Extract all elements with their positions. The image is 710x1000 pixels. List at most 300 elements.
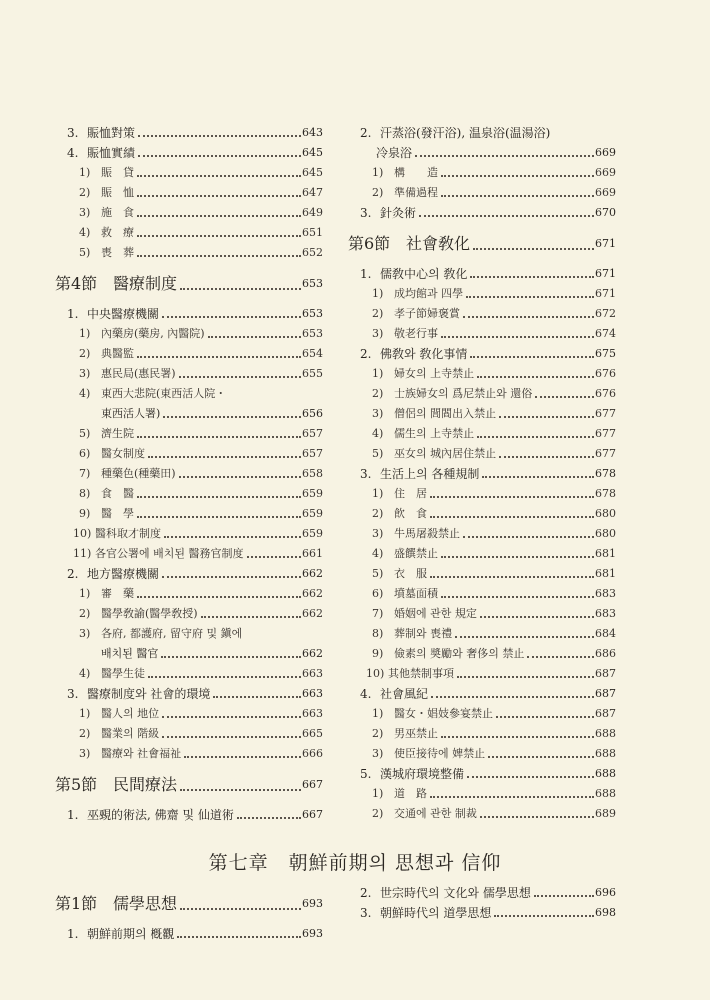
toc-entry[interactable] [55,741,323,761]
dot-leader [463,316,594,318]
dot-leader [137,255,301,257]
page-number: 659 [302,527,323,540]
dot-leader [148,676,301,678]
entry-title: 救 療 [101,226,134,239]
toc-entry[interactable] [55,180,323,200]
toc-entry[interactable] [55,160,323,180]
page-number: 671 [595,237,616,250]
toc-entry[interactable] [348,461,616,481]
toc-entry[interactable] [348,641,616,661]
page-number: 659 [302,487,323,500]
dot-leader [477,376,594,378]
dot-leader [208,336,301,338]
entry-title: 婦女의 上寺禁止 [394,367,475,380]
page-number: 680 [595,507,616,520]
entry-title: 使臣接待에 婢禁止 [394,747,486,760]
page-number: 656 [302,407,323,420]
entry-number: 2) [372,727,384,740]
entry-title: 醫療制度 [113,274,178,293]
toc-entry[interactable] [348,180,616,200]
entry-number: 11) [73,547,92,560]
toc-entry-continuation [55,641,323,661]
entry-number: 9) [79,507,91,520]
toc-entry[interactable] [348,361,616,381]
page-number: 653 [302,307,323,320]
toc-entry[interactable] [55,381,323,401]
dot-leader [180,288,301,290]
dot-leader [162,576,301,578]
toc-bottom-right [348,880,616,920]
page-number: 663 [302,707,323,720]
dot-leader [430,496,594,498]
dot-leader [137,215,301,217]
page-number: 683 [595,607,616,620]
entry-title: 僧侶의 閭閻出入禁止 [394,407,497,420]
dot-leader [162,716,301,718]
dot-leader [184,756,301,758]
entry-number: 2) [372,186,384,199]
page-number: 687 [595,687,616,700]
entry-number: 2. [360,347,372,361]
toc-entry[interactable] [348,441,616,461]
page-number: 680 [595,527,616,540]
entry-number: 3) [372,327,384,340]
dot-leader [480,816,594,818]
toc-entry[interactable] [348,681,616,701]
entry-number: 4. [360,687,372,701]
toc-entry[interactable] [55,802,323,822]
page-number: 669 [595,186,616,199]
entry-title: 葬制와 喪禮 [394,627,453,640]
toc-entry[interactable] [55,601,323,621]
toc-entry-continuation [55,401,323,421]
entry-number: 5) [79,246,91,259]
entry-title: 巫女의 城內居住禁止 [394,447,497,460]
dot-leader [137,596,301,598]
toc-entry[interactable] [348,261,616,281]
dot-leader [463,536,594,538]
page-number: 681 [595,547,616,560]
dot-leader [138,155,301,157]
entry-number: 3. [360,906,372,920]
toc-entry[interactable] [55,140,323,160]
entry-number: 4) [372,427,384,440]
toc-entry[interactable] [348,880,616,900]
entry-number: 2) [79,727,91,740]
page-number: 652 [302,246,323,259]
entry-number: 1. [67,927,79,941]
toc-entry[interactable] [348,541,616,561]
dot-leader [441,195,594,197]
entry-title: 墳墓面積 [394,587,438,600]
entry-number: 3) [79,747,91,760]
entry-title: 醫學生徒 [101,667,145,680]
toc-entry[interactable] [348,481,616,501]
entry-number: 3) [372,747,384,760]
entry-number: 4. [67,146,79,160]
entry-title: 醫療와 社會福祉 [101,747,182,760]
toc-entry[interactable] [348,122,616,140]
dot-leader [419,215,594,217]
dot-leader [430,576,594,578]
dot-leader [162,316,301,318]
entry-title: 儒學思想 [113,894,178,913]
entry-number: 2) [372,387,384,400]
toc-entry[interactable] [55,441,323,461]
dot-leader [179,476,301,478]
toc-entry[interactable] [55,421,323,441]
toc-entry[interactable] [55,621,323,641]
toc-entry[interactable] [55,501,323,521]
entry-title: 生活上의 各種規制 [380,467,480,481]
entry-title: 各府, 都護府, 留守府 및 鎭에 [101,627,243,640]
dot-leader [494,915,594,917]
toc-entry[interactable] [55,721,323,741]
entry-number: 1) [372,707,384,720]
entry-title-continued: 東西活人署) [101,407,161,420]
entry-number: 第5節 [55,775,98,794]
dot-leader [180,908,301,910]
entry-title: 佛敎와 敎化事情 [380,347,468,361]
toc-entry[interactable] [348,401,616,421]
page-number: 671 [595,267,616,280]
entry-title: 食 醫 [101,487,134,500]
entry-title: 喪 葬 [101,246,134,259]
dot-leader [455,636,594,638]
toc-left-column [55,122,323,822]
page-number: 667 [302,778,323,791]
entry-number: 6) [372,587,384,600]
page-number: 662 [302,607,323,620]
entry-title: 賑恤對策 [87,126,136,140]
entry-title: 衣 服 [394,567,427,580]
dot-leader [177,936,301,938]
toc-entry[interactable] [55,321,323,341]
entry-title: 施 食 [101,206,134,219]
page-number: 662 [302,647,323,660]
toc-entry[interactable] [55,661,323,681]
entry-title-continued: 冷泉浴 [376,146,413,160]
page-number: 696 [595,886,616,899]
entry-title: 內藥房(藥房, 內醫院) [101,327,205,340]
dot-leader [457,676,594,678]
toc-entry[interactable] [348,321,616,341]
entry-number: 1) [79,707,91,720]
page-number: 687 [595,667,616,680]
entry-title: 盛饌禁止 [394,547,438,560]
entry-number: 2) [372,807,384,820]
dot-leader [467,776,594,778]
page-number: 688 [595,727,616,740]
entry-title: 敬老行事 [394,327,438,340]
entry-number: 1) [372,166,384,179]
toc-entry[interactable] [55,921,323,941]
entry-number: 3) [372,407,384,420]
toc-entry[interactable] [55,541,323,561]
page-number: 671 [595,287,616,300]
entry-number: 3. [360,206,372,220]
page-number: 683 [595,587,616,600]
toc-entry[interactable] [55,681,323,701]
dot-leader [247,556,302,558]
page-number: 676 [595,367,616,380]
entry-title: 賑恤實績 [87,146,136,160]
toc-entry[interactable] [348,621,616,641]
entry-title: 漢城府環境整備 [380,767,465,781]
page-number: 669 [595,146,616,159]
toc-entry[interactable] [348,900,616,920]
page-number: 659 [302,507,323,520]
entry-number: 1) [372,367,384,380]
toc-entry[interactable] [55,220,323,240]
entry-number: 第1節 [55,894,98,913]
entry-number: 4) [79,226,91,239]
toc-entry[interactable] [55,461,323,481]
entry-title: 賑 貸 [101,166,134,179]
entry-number: 8) [79,487,91,500]
entry-title: 飮 食 [394,507,427,520]
entry-title: 成均館과 四學 [394,287,464,300]
entry-title: 社會風紀 [380,687,429,701]
page-number: 645 [302,146,323,159]
dot-leader [535,396,594,398]
toc-entry[interactable] [55,341,323,361]
entry-number: 1. [67,808,79,822]
entry-number: 4) [79,667,91,680]
page-number: 674 [595,327,616,340]
entry-number: 4) [372,547,384,560]
entry-title: 典醫監 [101,347,134,360]
entry-number: 5) [79,427,91,440]
entry-number: 9) [372,647,384,660]
entry-title: 其他禁制事項 [388,667,454,680]
entry-title: 民間療法 [113,775,178,794]
dot-leader [164,536,301,538]
entry-number: 1. [67,307,79,321]
toc-entry[interactable] [55,240,323,260]
entry-number: 1) [372,487,384,500]
page-number: 676 [595,387,616,400]
entry-number: 7) [79,467,91,480]
toc-entry[interactable] [348,561,616,581]
page-number: 672 [595,307,616,320]
page-number: 647 [302,186,323,199]
entry-number: 3) [372,527,384,540]
entry-number: 2. [360,126,372,140]
entry-number: 3) [79,367,91,380]
dot-leader [415,155,594,157]
toc-right-column [348,122,616,821]
toc-entry[interactable] [348,381,616,401]
page-number: 662 [302,587,323,600]
section-heading[interactable] [348,220,616,253]
page-number: 688 [595,747,616,760]
entry-number: 1) [372,287,384,300]
dot-leader [441,736,594,738]
toc-entry[interactable] [55,561,323,581]
page-number: 693 [302,897,323,910]
entry-number: 5) [372,447,384,460]
entry-number: 2) [79,186,91,199]
dot-leader [179,376,301,378]
toc-entry[interactable] [348,581,616,601]
page-number: 678 [595,487,616,500]
dot-leader [431,696,594,698]
page-number: 677 [595,407,616,420]
page-number: 666 [302,747,323,760]
toc-entry[interactable] [348,801,616,821]
entry-title: 道 路 [394,787,427,800]
page-number: 698 [595,906,616,919]
toc-entry[interactable] [55,521,323,541]
entry-title: 婚姻에 관한 規定 [394,607,477,620]
page-number: 669 [595,166,616,179]
page-number: 657 [302,447,323,460]
toc-entry[interactable] [348,721,616,741]
entry-title: 士族婦女의 爲尼禁止와 還俗 [394,387,533,400]
toc-entry[interactable] [348,761,616,781]
page-number: 677 [595,427,616,440]
entry-title: 醫業의 階級 [101,727,160,740]
page-number: 663 [302,667,323,680]
page-number: 667 [302,808,323,821]
entry-title: 巫覡的術法, 佛齋 및 仙道術 [87,808,234,822]
toc-entry[interactable] [55,481,323,501]
page-number: 655 [302,367,323,380]
toc-entry[interactable] [348,741,616,761]
toc-entry[interactable] [348,301,616,321]
entry-title: 孝子節婦褒賞 [394,307,460,320]
chapter-heading: 第七章 朝鮮前期의 思想과 信仰 [208,852,502,874]
entry-title: 住 居 [394,487,427,500]
section-heading[interactable] [55,880,323,913]
entry-title: 醫療制度와 社會的環境 [87,687,211,701]
dot-leader [496,716,594,718]
entry-number: 2. [67,567,79,581]
page-number: 643 [302,126,323,139]
dot-leader [488,756,594,758]
entry-title: 審 藥 [101,587,134,600]
dot-leader [499,416,594,418]
page-number: 653 [302,327,323,340]
page-number: 684 [595,627,616,640]
toc-entry[interactable] [348,341,616,361]
entry-number: 6) [79,447,91,460]
page-number: 665 [302,727,323,740]
dot-leader [480,616,594,618]
dot-leader [137,436,301,438]
dot-leader [441,556,594,558]
entry-title: 各官公署에 배치된 醫務官制度 [95,547,244,560]
entry-title: 醫學敎諭(醫學敎授) [101,607,198,620]
entry-number: 第6節 [348,234,391,253]
dot-leader [499,456,594,458]
toc-entry[interactable] [55,122,323,140]
page-number: 649 [302,206,323,219]
entry-number: 3) [79,627,91,640]
page-number: 687 [595,707,616,720]
entry-title: 準備過程 [394,186,438,199]
entry-title: 牛馬屠殺禁止 [394,527,460,540]
entry-title-continued: 배치된 醫官 [101,647,159,660]
toc-entry[interactable] [348,661,616,681]
entry-number: 10) [73,527,92,540]
page-number: 678 [595,467,616,480]
toc-entry[interactable] [348,781,616,801]
entry-number: 7) [372,607,384,620]
toc-entry[interactable] [55,200,323,220]
section-heading[interactable] [55,260,323,293]
toc-entry[interactable] [348,521,616,541]
dot-leader [162,736,301,738]
entry-number: 3) [79,206,91,219]
dot-leader [482,476,594,478]
section-heading[interactable] [55,761,323,794]
dot-leader [148,456,301,458]
entry-number: 5) [372,567,384,580]
entry-number: 4) [79,387,91,400]
toc-entry[interactable] [55,581,323,601]
entry-title: 交通에 관한 制裁 [394,807,477,820]
page-number: 670 [595,206,616,219]
dot-leader [213,696,301,698]
page-number: 693 [302,927,323,940]
toc-entry[interactable] [348,501,616,521]
page-number: 689 [595,807,616,820]
dot-leader [527,656,594,658]
toc-entry[interactable] [348,200,616,220]
page-number: 675 [595,347,616,360]
entry-number: 1) [79,166,91,179]
dot-leader [441,596,594,598]
entry-title: 朝鮮時代의 道學思想 [380,906,492,920]
entry-title: 儒敎中心의 敎化 [380,267,468,281]
entry-title: 構 造 [394,166,438,179]
dot-leader [138,135,301,137]
dot-leader [137,516,301,518]
dot-leader [430,796,594,798]
page-number: 657 [302,427,323,440]
dot-leader [137,235,301,237]
toc-entry[interactable] [348,281,616,301]
entry-title: 濟生院 [101,427,134,440]
entry-number: 第4節 [55,274,98,293]
dot-leader [473,248,594,250]
page-number: 661 [302,547,323,560]
page-number: 681 [595,567,616,580]
entry-title: 儒生의 上寺禁止 [394,427,475,440]
entry-number: 2) [372,507,384,520]
page-number: 662 [302,567,323,580]
dot-leader [441,175,594,177]
entry-number: 5. [360,767,372,781]
page-number: 677 [595,447,616,460]
toc-entry[interactable] [348,421,616,441]
entry-title: 汗蒸浴(發汗浴), 温泉浴(温湯浴) [380,126,551,140]
toc-entry[interactable] [348,601,616,621]
toc-entry[interactable] [348,160,616,180]
toc-entry[interactable] [55,361,323,381]
entry-number: 2) [79,347,91,360]
entry-number: 3. [67,687,79,701]
toc-entry[interactable] [348,701,616,721]
entry-title: 社會敎化 [406,234,471,253]
entry-number: 3. [360,467,372,481]
entry-number: 2) [372,307,384,320]
entry-title: 朝鮮前期의 槪觀 [87,927,175,941]
toc-entry[interactable] [55,301,323,321]
toc-entry[interactable] [55,701,323,721]
